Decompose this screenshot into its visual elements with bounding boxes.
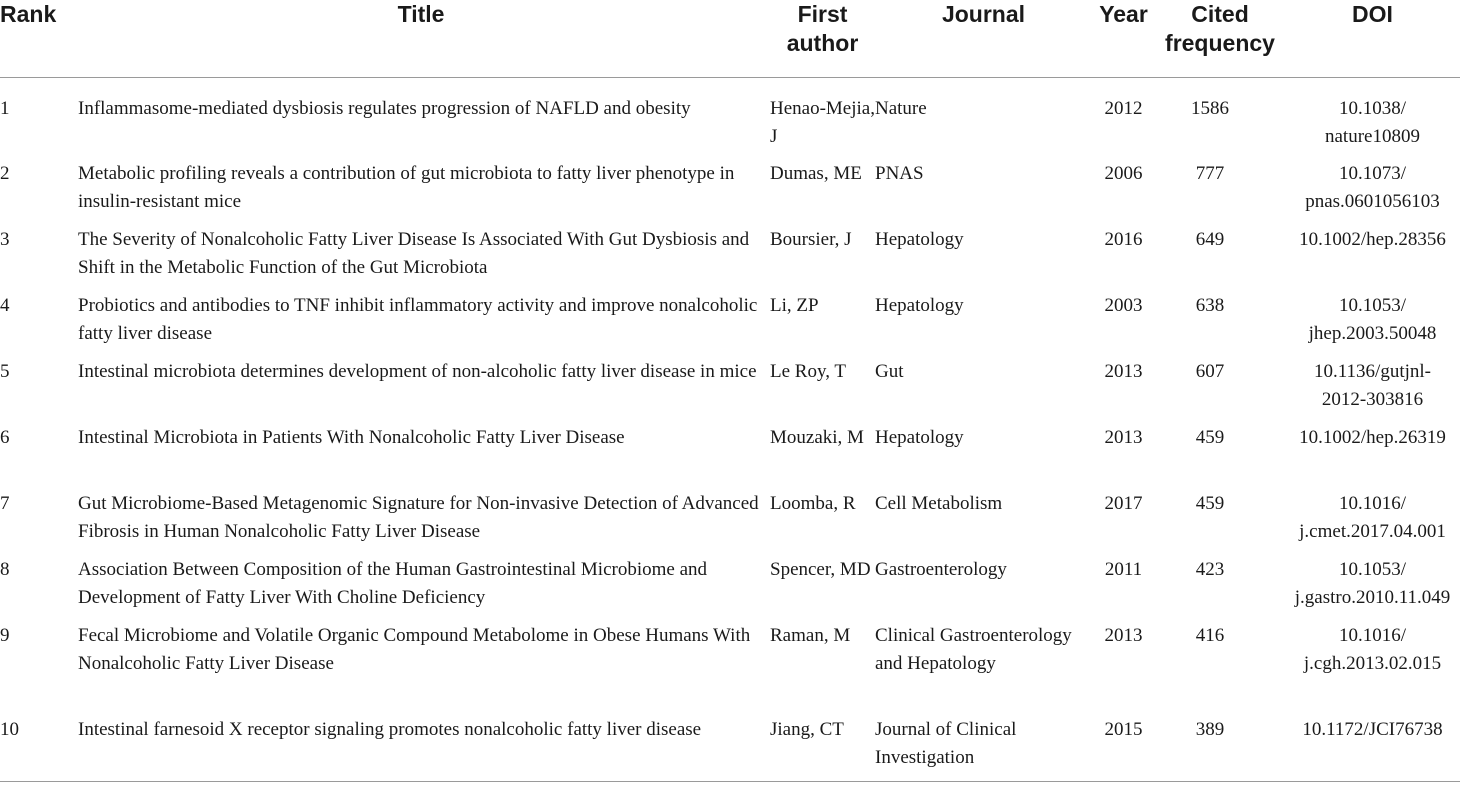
table-row [0, 622, 1460, 716]
header-rank: Rank [0, 0, 78, 77]
rank-cell [0, 622, 78, 716]
journal-cell-text: PNAS [875, 163, 924, 184]
journal-cell [875, 424, 1092, 490]
rank-cell-text: 6 [0, 427, 10, 448]
cited-cell [1155, 160, 1285, 226]
title-cell [78, 424, 770, 490]
journal-cell-text: Hepatology [875, 295, 964, 316]
cited-cell [1155, 424, 1285, 490]
rank-cell [0, 77, 78, 160]
rank-cell [0, 716, 78, 781]
cited-cell-text: 1586 [1191, 97, 1229, 119]
author-cell-text: Raman, M [770, 625, 851, 646]
journal-cell [875, 556, 1092, 622]
doi-cell-text: pnas.0601056103 [1305, 191, 1440, 212]
author-cell [770, 226, 875, 292]
rank-cell [0, 358, 78, 424]
cited-cell-text: 638 [1195, 295, 1225, 316]
author-cell [770, 292, 875, 358]
cited-cell-text: 649 [1195, 229, 1225, 250]
doi-cell-text: 2012-303816 [1321, 389, 1424, 410]
year-cell-text: 2003 [1104, 295, 1143, 316]
year-cell [1092, 77, 1155, 160]
table-row [0, 490, 1460, 556]
cited-cell-text: 389 [1195, 719, 1225, 740]
rank-cell [0, 424, 78, 490]
author-cell-text: Spencer, MD [770, 559, 871, 580]
year-cell [1092, 424, 1155, 490]
rank-cell-text: 5 [0, 361, 10, 382]
author-cell-text: Henao-Mejia, J [770, 97, 875, 147]
journal-cell [875, 716, 1092, 781]
year-cell-text: 2013 [1104, 427, 1143, 448]
title-cell [78, 226, 770, 292]
title-cell-text: Gut Microbiome-Based Metagenomic Signature for Non-invasive Detection of Advanced Fibrosis in Human Nonalcoholic Fatty Liver Disease [78, 493, 759, 542]
journal-cell-text: Gut [875, 361, 904, 382]
year-cell [1092, 622, 1155, 716]
table-row [0, 358, 1460, 424]
year-cell [1092, 226, 1155, 292]
journal-cell-text: Clinical Gastroenterology and Hepatology [875, 625, 1072, 674]
author-cell [770, 160, 875, 226]
title-cell-text: Inflammasome-mediated dysbiosis regulates progression of NAFLD and obesity [78, 97, 691, 119]
rank-cell-text: 10 [0, 719, 19, 740]
title-cell-text: Intestinal microbiota determines development of non-alcoholic fatty liver disease in mice [78, 361, 757, 382]
journal-cell [875, 77, 1092, 160]
year-cell [1092, 490, 1155, 556]
cited-cell [1155, 490, 1285, 556]
doi-cell-text: j.cmet.2017.04.001 [1299, 521, 1446, 542]
year-cell-text: 2006 [1104, 163, 1143, 184]
journal-cell [875, 358, 1092, 424]
title-cell-text: Fecal Microbiome and Volatile Organic Compound Metabolome in Obese Humans With Nonalcoholic Fatty Liver Disease [78, 625, 751, 674]
cited-cell [1155, 292, 1285, 358]
title-cell-text: Association Between Composition of the Human Gastrointestinal Microbiome and Development of Fatty Liver With Choline Deficiency [78, 559, 708, 608]
cited-cell [1155, 716, 1285, 781]
title-cell-text: Intestinal farnesoid X receptor signaling promotes nonalcoholic fatty liver disease [78, 719, 702, 740]
doi-cell [1285, 160, 1460, 226]
author-cell [770, 490, 875, 556]
header-first-author: First author [770, 0, 875, 77]
cited-cell [1155, 77, 1285, 160]
doi-cell [1285, 424, 1460, 490]
rank-cell-text: 8 [0, 559, 10, 580]
table-row [0, 160, 1460, 226]
journal-cell [875, 622, 1092, 716]
year-cell-text: 2017 [1104, 493, 1143, 514]
doi-cell [1285, 490, 1460, 556]
table-row [0, 292, 1460, 358]
cited-cell [1155, 622, 1285, 716]
table-row [0, 556, 1460, 622]
year-cell-text: 2012 [1104, 97, 1143, 119]
doi-cell-text: 10.1073/ [1338, 163, 1407, 184]
header-year: Year [1092, 0, 1155, 77]
rank-cell [0, 160, 78, 226]
doi-cell-text: 10.1002/hep.28356 [1299, 229, 1446, 250]
title-cell [78, 556, 770, 622]
rank-cell-text: 4 [0, 295, 10, 316]
header-doi: DOI [1285, 0, 1460, 77]
year-cell [1092, 292, 1155, 358]
author-cell-text: Jiang, CT [770, 719, 844, 740]
author-cell-text: Dumas, ME [770, 163, 862, 184]
doi-cell-text: 10.1053/ [1338, 295, 1407, 316]
rank-cell-text: 9 [0, 625, 10, 646]
title-cell [78, 622, 770, 716]
author-cell-text: Boursier, J [770, 229, 852, 250]
doi-cell-text: 10.1136/gutjnl- [1314, 361, 1431, 382]
header-row [0, 0, 1460, 77]
year-cell [1092, 556, 1155, 622]
journal-cell-text: Hepatology [875, 427, 964, 448]
doi-cell-text: jhep.2003.50048 [1308, 323, 1437, 344]
header-title: Title [78, 0, 770, 77]
table-row [0, 716, 1460, 781]
title-cell [78, 716, 770, 781]
table-row [0, 77, 1460, 160]
doi-cell-text: j.gastro.2010.11.049 [1294, 587, 1451, 608]
doi-cell [1285, 358, 1460, 424]
journal-cell-text: Cell Metabolism [875, 493, 1003, 514]
title-cell-text: Metabolic profiling reveals a contribution of gut microbiota to fatty liver phenotype in insulin-resistant mice [78, 163, 735, 212]
year-cell-text: 2015 [1104, 719, 1143, 740]
cited-cell-text: 459 [1195, 493, 1225, 514]
cited-cell [1155, 556, 1285, 622]
year-cell [1092, 160, 1155, 226]
rank-cell [0, 226, 78, 292]
journal-cell [875, 226, 1092, 292]
author-cell [770, 622, 875, 716]
doi-cell-text: 10.1002/hep.26319 [1299, 427, 1446, 448]
title-cell [78, 160, 770, 226]
author-cell-text: Le Roy, T [770, 361, 846, 382]
author-cell [770, 424, 875, 490]
title-cell-text: Probiotics and antibodies to TNF inhibit inflammatory activity and improve nonalcoholic fatty liver disease [78, 295, 758, 344]
rank-cell [0, 556, 78, 622]
rank-cell [0, 292, 78, 358]
title-cell [78, 77, 770, 160]
author-cell-text: Loomba, R [770, 493, 856, 514]
author-cell-text: Li, ZP [770, 295, 819, 316]
year-cell-text: 2011 [1104, 559, 1143, 580]
cited-cell [1155, 226, 1285, 292]
title-cell-text: The Severity of Nonalcoholic Fatty Liver Disease Is Associated With Gut Dysbiosis and Shift in the Metabolic Function of the Gut Microbiota [78, 229, 750, 278]
year-cell-text: 2013 [1104, 361, 1143, 382]
header-journal: Journal [875, 0, 1092, 77]
doi-cell-text: 10.1172/JCI76738 [1302, 719, 1443, 740]
table-row [0, 424, 1460, 490]
journal-cell [875, 292, 1092, 358]
cited-cell-text: 459 [1195, 427, 1225, 448]
header-cited-frequency: Cited frequency [1155, 0, 1285, 77]
rank-cell-text: 1 [0, 97, 10, 119]
author-cell [770, 716, 875, 781]
year-cell-text: 2016 [1104, 229, 1143, 250]
cited-cell [1155, 358, 1285, 424]
rank-cell-text: 2 [0, 163, 10, 184]
year-cell [1092, 716, 1155, 781]
rank-cell-text: 3 [0, 229, 10, 250]
doi-cell [1285, 716, 1460, 781]
journal-cell-text: Gastroenterology [875, 559, 1007, 580]
year-cell-text: 2013 [1104, 625, 1143, 646]
doi-cell [1285, 622, 1460, 716]
title-cell [78, 490, 770, 556]
journal-cell-text: Hepatology [875, 229, 964, 250]
doi-cell-text: nature10809 [1325, 125, 1420, 147]
doi-cell-text: 10.1016/ [1338, 625, 1407, 646]
doi-cell [1285, 77, 1460, 160]
author-cell [770, 358, 875, 424]
author-cell-text: Mouzaki, M [770, 427, 864, 448]
year-cell [1092, 358, 1155, 424]
title-cell [78, 292, 770, 358]
doi-cell-text: 10.1053/ [1338, 559, 1407, 580]
title-cell [78, 358, 770, 424]
cited-cell-text: 423 [1195, 559, 1225, 580]
doi-cell [1285, 292, 1460, 358]
doi-cell-text: j.cgh.2013.02.015 [1303, 653, 1442, 674]
journal-cell-text: Journal of Clinical Investigation [875, 719, 1017, 768]
title-cell-text: Intestinal Microbiota in Patients With Nonalcoholic Fatty Liver Disease [78, 427, 625, 448]
doi-cell-text: 10.1038/ [1338, 97, 1407, 119]
journal-cell [875, 160, 1092, 226]
cited-cell-text: 416 [1195, 625, 1225, 646]
journal-cell [875, 490, 1092, 556]
author-cell [770, 77, 875, 160]
cited-cell-text: 777 [1195, 163, 1225, 184]
doi-cell [1285, 226, 1460, 292]
journal-cell-text: Nature [875, 97, 927, 119]
table-row [0, 226, 1460, 292]
cited-cell-text: 607 [1195, 361, 1225, 382]
doi-cell [1285, 556, 1460, 622]
author-cell [770, 556, 875, 622]
rank-cell [0, 490, 78, 556]
doi-cell-text: 10.1016/ [1338, 493, 1407, 514]
rank-cell-text: 7 [0, 493, 10, 514]
